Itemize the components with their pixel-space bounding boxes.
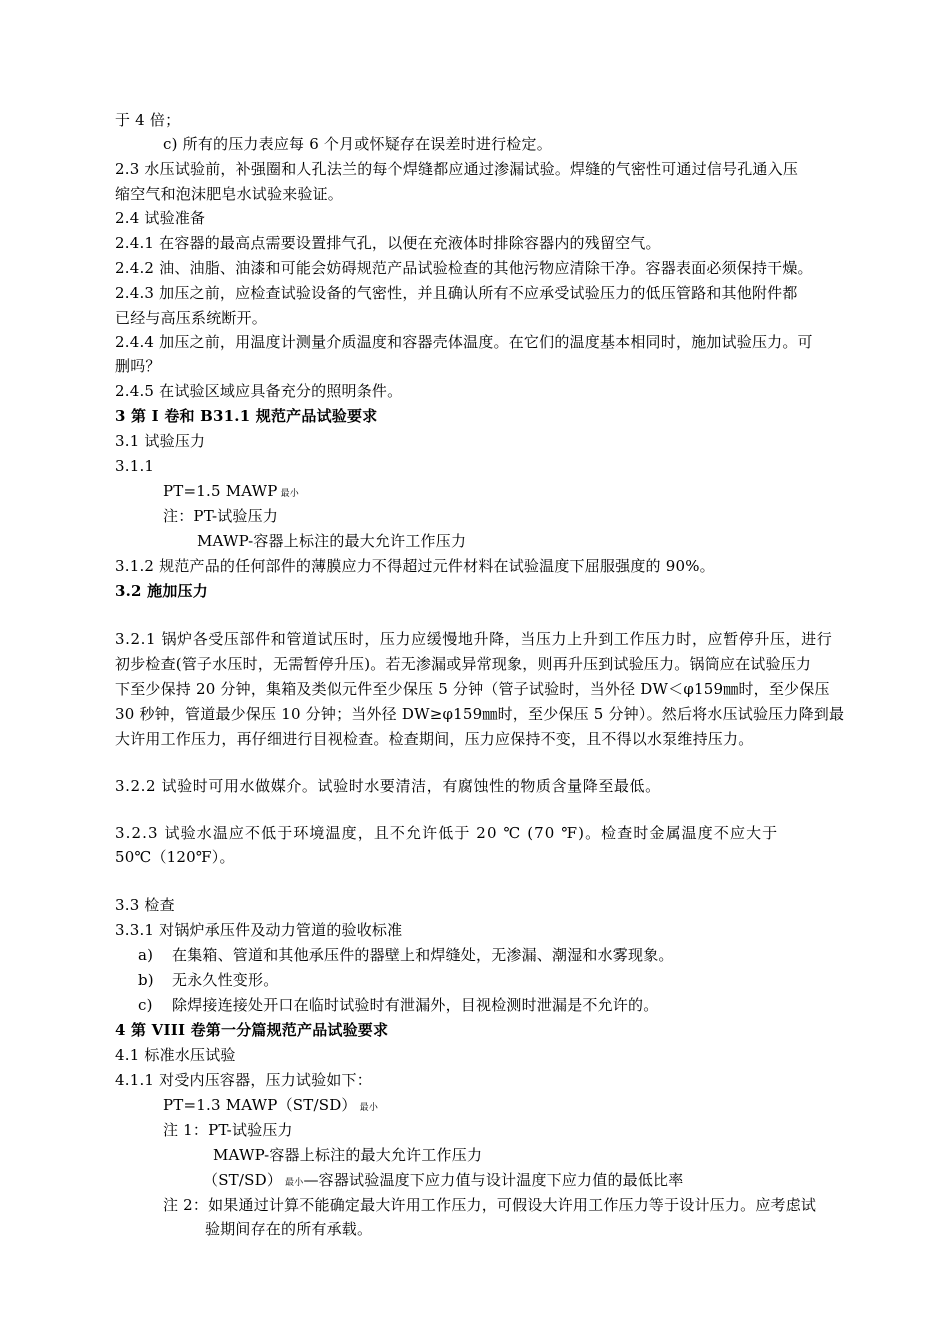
formula: PT=1.5 MAWP	[163, 482, 278, 500]
section-heading-3: 3 第 I 卷和 B31.1 规范产品试验要求	[115, 407, 378, 425]
formula-note: 注 2：如果通过计算不能确定最大许用工作压力，可假设大许用工作压力等于设计压力。应考虑试	[163, 1196, 817, 1214]
paragraph-2-4-3: 2.4.3 加压之前，应检查试验设备的气密性，并且确认所有不应承受试验压力的低压管路和其他附件都	[115, 284, 798, 302]
list-item	[138, 995, 658, 1015]
formula: PT=1.3 MAWP（ST/SD）	[163, 1096, 357, 1114]
text-line: 删吗？	[115, 357, 161, 375]
list-text: 除焊接连接处开口在临时试验时有泄漏外，目视检测时泄漏是不允许的。	[172, 996, 659, 1014]
list-marker: c)	[138, 996, 153, 1014]
subscript: 最小	[359, 1103, 379, 1113]
text-line: 大许用工作压力，再仔细进行目视检查。检查期间，压力应保持不变，且不得以水泵维持压力。	[115, 730, 754, 748]
section-heading-4: 4 第 VIII 卷第一分篇规范产品试验要求	[115, 1021, 389, 1039]
text-line: 已经与高压系统断开。	[115, 309, 268, 327]
paragraph-3-2-1: 3.2.1 锅炉各受压部件和管道试压时，压力应缓慢地升降，当压力上升到工作压力时，应暂停升压，进行	[115, 630, 833, 648]
text-line: 缩空气和泡沫肥皂水试验来验证。	[115, 185, 344, 203]
text-line: 初步检查(管子水压时，无需暂停升压)。若无渗漏或异常现象，则再升压到试验压力。锅筒应在试验压力	[115, 655, 812, 673]
paragraph-2-3: 2.3 水压试验前，补强圈和人孔法兰的每个焊缝都应通过渗漏试验。焊缝的气密性可通过信号孔通入压	[115, 160, 799, 178]
paragraph-2-4-4: 2.4.4 加压之前，用温度计测量介质温度和容器壳体温度。在它们的温度基本相同时，施加试验压力。可	[115, 333, 813, 351]
section-heading-3-3: 3.3 检查	[115, 896, 175, 914]
formula-note: MAWP-容器上标注的最大允许工作压力	[213, 1146, 483, 1164]
text-line: 验期间存在的所有承载。	[205, 1220, 373, 1238]
clause-number: 3.1.1	[115, 457, 155, 475]
paragraph-2-4-1: 2.4.1 在容器的最高点需要设置排气孔，以便在充液体时排除容器内的残留空气。	[115, 234, 661, 252]
text-line: 50℃（120℉）。	[115, 848, 235, 866]
paragraph-2-4-2: 2.4.2 油、油脂、油漆和可能会妨碍规范产品试验检查的其他污物应清除干净。容器表面必须保持干燥。	[115, 259, 813, 277]
paragraph-2-4-5: 2.4.5 在试验区域应具备充分的照明条件。	[115, 382, 403, 400]
list-marker: a)	[138, 946, 154, 964]
formula-note: 注 1：PT-试验压力	[163, 1121, 293, 1139]
list-marker: b)	[138, 971, 154, 989]
list-text: 无永久性变形。	[172, 971, 279, 989]
paragraph-3-2-2: 3.2.2 试验时可用水做媒介。试验时水要清洁，有腐蚀性的物质含量降至最低。	[115, 777, 661, 795]
ratio-description: —容器试验温度下应力值与设计温度下应力值的最低比率	[303, 1171, 684, 1189]
paragraph-3-3-1: 3.3.1 对锅炉承压件及动力管道的验收标准	[115, 921, 403, 939]
list-item	[138, 945, 674, 965]
formula-note: MAWP-容器上标注的最大允许工作压力	[197, 532, 467, 550]
formula-line	[163, 481, 299, 504]
formula-note: 注：PT-试验压力	[163, 507, 279, 525]
paragraph-4-1-1: 4.1.1 对受内压容器，压力试验如下：	[115, 1071, 372, 1089]
formula-note	[203, 1170, 683, 1193]
text-line: 于 4 倍；	[115, 111, 181, 129]
section-heading-2-4: 2.4 试验准备	[115, 209, 206, 227]
list-item	[138, 970, 278, 990]
paragraph-3-2-3: 3.2.3 试验水温应不低于环境温度，且不允许低于 20 ℃ (70 ℉)。检查时金属温度不应大于	[115, 824, 779, 842]
section-heading-3-1: 3.1 试验压力	[115, 432, 206, 450]
subscript: 最小	[285, 1178, 304, 1188]
text-line: 30 秒钟，管道最少保压 10 分钟；当外径 DW≥φ159㎜时，至少保压 5 分钟）。然后将水压试验压力降到最	[115, 705, 845, 723]
text-line: 下至少保持 20 分钟，集箱及类似元件至少保压 5 分钟（管子试验时，当外径 DW＜φ159㎜时，至少保压	[115, 680, 830, 698]
list-item: c) 所有的压力表应每 6 个月或怀疑存在误差时进行检定。	[163, 135, 552, 153]
paragraph-3-1-2: 3.1.2 规范产品的任何部件的薄膜应力不得超过元件材料在试验温度下屈服强度的 90%。	[115, 557, 715, 575]
ratio-term: （ST/SD）	[203, 1171, 283, 1189]
section-heading-3-2: 3.2 施加压力	[115, 582, 208, 600]
formula-line	[163, 1095, 378, 1118]
list-text: 在集箱、管道和其他承压件的器壁上和焊缝处，无渗漏、潮湿和水雾现象。	[172, 946, 674, 964]
section-heading-4-1: 4.1 标准水压试验	[115, 1046, 236, 1064]
subscript: 最小	[280, 489, 299, 499]
